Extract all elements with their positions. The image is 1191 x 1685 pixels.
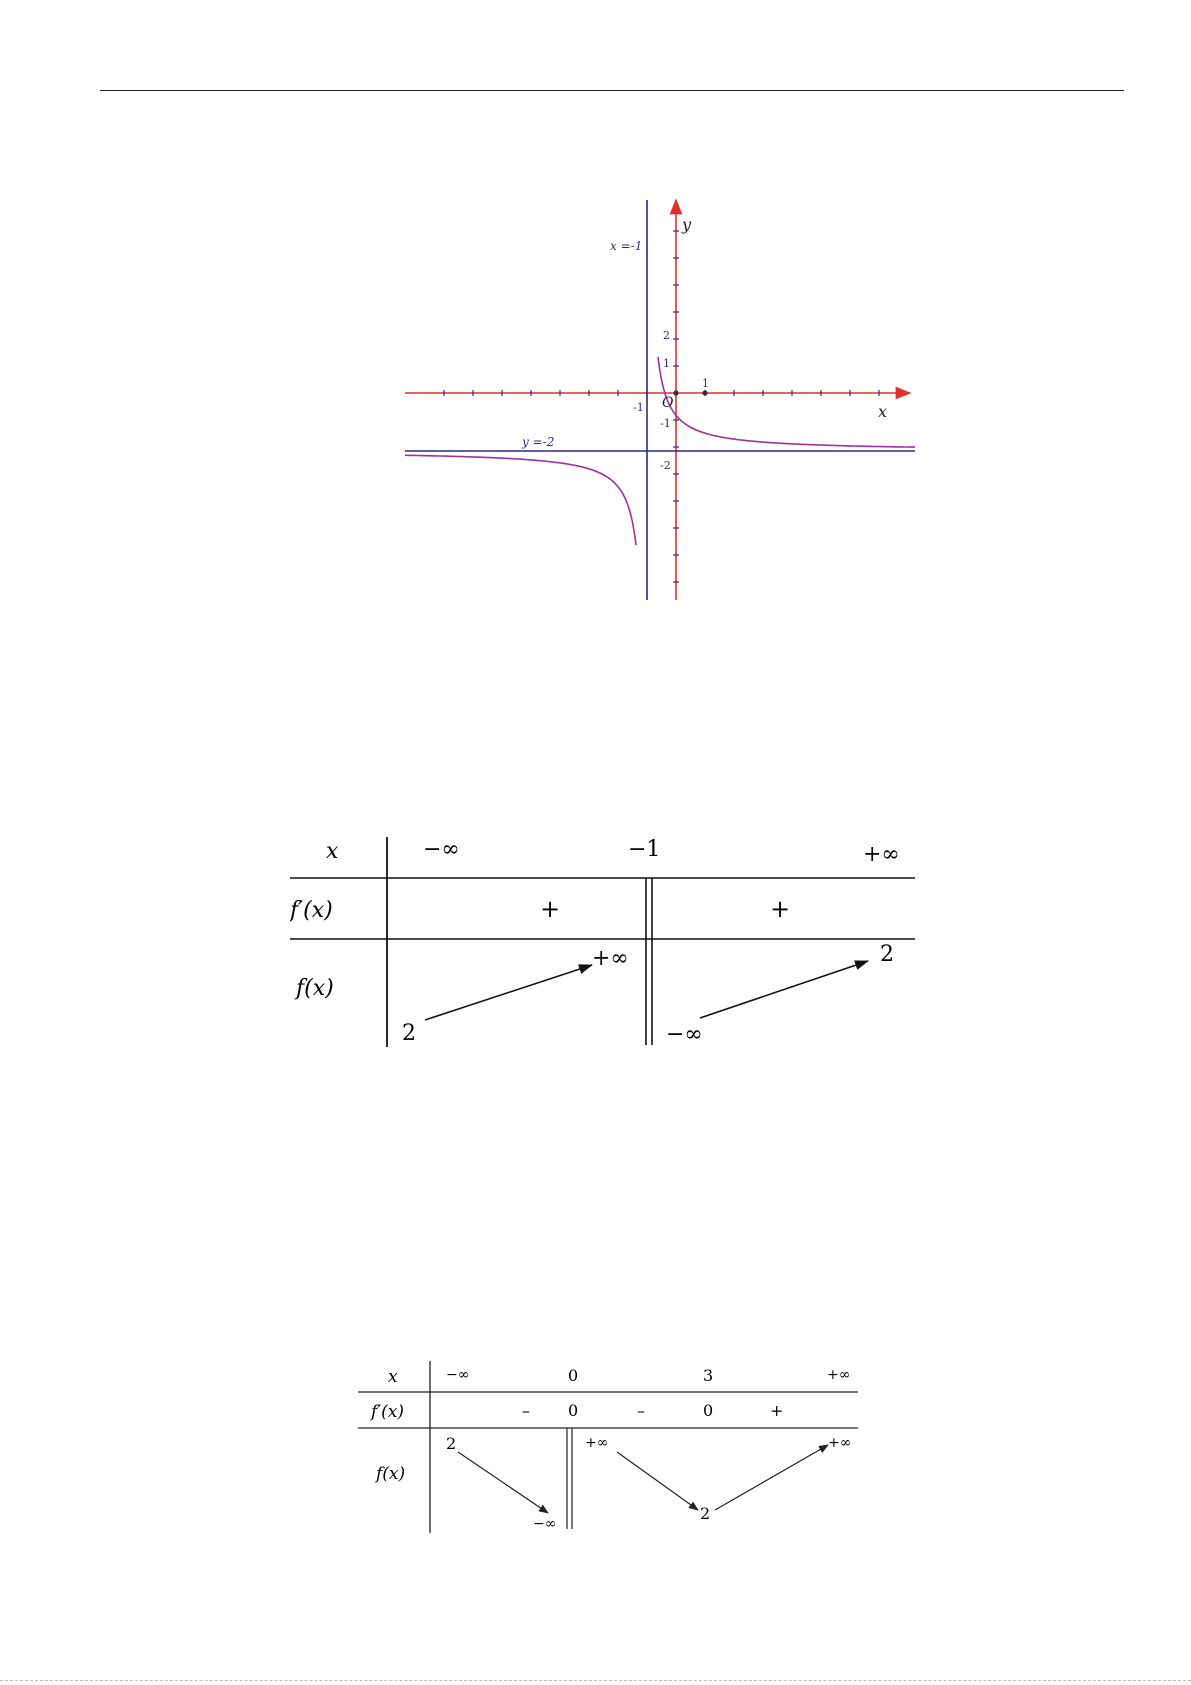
x-axis-label: x [878,402,888,421]
t2-arrow-decrease-1 [458,1452,548,1513]
t2-x-0: 0 [568,1366,579,1385]
t2-deriv-1: – [522,1401,530,1420]
t1-label-fprime: f′(x) [290,898,333,923]
t2-label-f: f(x) [376,1464,406,1484]
curve-right-branch [658,357,915,447]
t1-label-x: x [326,839,339,864]
t2-x-pos-inf: +∞ [827,1367,851,1383]
t1-x-neg-inf: −∞ [423,837,460,862]
t1-arrow-increase-1 [425,965,592,1020]
t1-arrow-increase-2 [700,961,868,1018]
t1-f-pos-inf: +∞ [592,946,629,971]
t1-sign-1: + [540,895,561,923]
variation-table-1 [290,825,930,1050]
function-graph [400,195,920,605]
origin-point [673,390,678,395]
x-tick-label-1: 1 [702,377,709,390]
t2-arrow-increase [715,1445,828,1510]
t2-f-neg-inf: −∞ [533,1516,557,1532]
variation-table-2 [340,1355,870,1535]
t2-f-pos-inf-left: +∞ [585,1435,609,1451]
t1-x-neg1: −1 [628,837,661,862]
x-intercept-point [702,390,707,395]
t2-f-pos-inf-right: +∞ [828,1435,852,1451]
y-tick-label-neg2: -2 [660,459,671,472]
y-tick-label-1: 1 [663,357,670,370]
t1-f-2-left: 2 [402,1021,416,1046]
t1-x-pos-inf: +∞ [863,842,900,867]
t2-deriv-4: 0 [703,1401,714,1420]
horizontal-asymptote-label: y =-2 [522,435,555,449]
t2-f-2-left: 2 [446,1434,457,1453]
curve-left-branch [405,455,636,545]
t1-sign-2: + [770,895,791,923]
x-tick-label-neg1: -1 [633,401,644,414]
y-tick-label-2: 2 [663,329,670,342]
t2-deriv-2: 0 [568,1401,579,1420]
t1-f-neg-inf: −∞ [666,1022,703,1047]
t2-label-fprime: f′(x) [371,1402,405,1422]
t2-label-x: x [388,1367,398,1387]
t1-f-2-right: 2 [880,942,894,967]
y-tick-label-neg1: -1 [660,417,671,430]
y-axis-label: y [682,215,692,234]
vertical-asymptote-label: x =-1 [610,239,643,253]
t2-x-neg-inf: −∞ [446,1367,470,1383]
t2-deriv-3: – [637,1401,645,1420]
t2-f-2-min: 2 [700,1504,711,1523]
footer-rule [0,1680,1191,1681]
t1-label-f: f(x) [296,976,334,1001]
t2-arrow-decrease-2 [617,1452,698,1510]
t2-x-3: 3 [703,1366,714,1385]
header-rule [100,90,1124,91]
t2-deriv-5: + [770,1401,784,1420]
origin-label: O [662,395,674,411]
